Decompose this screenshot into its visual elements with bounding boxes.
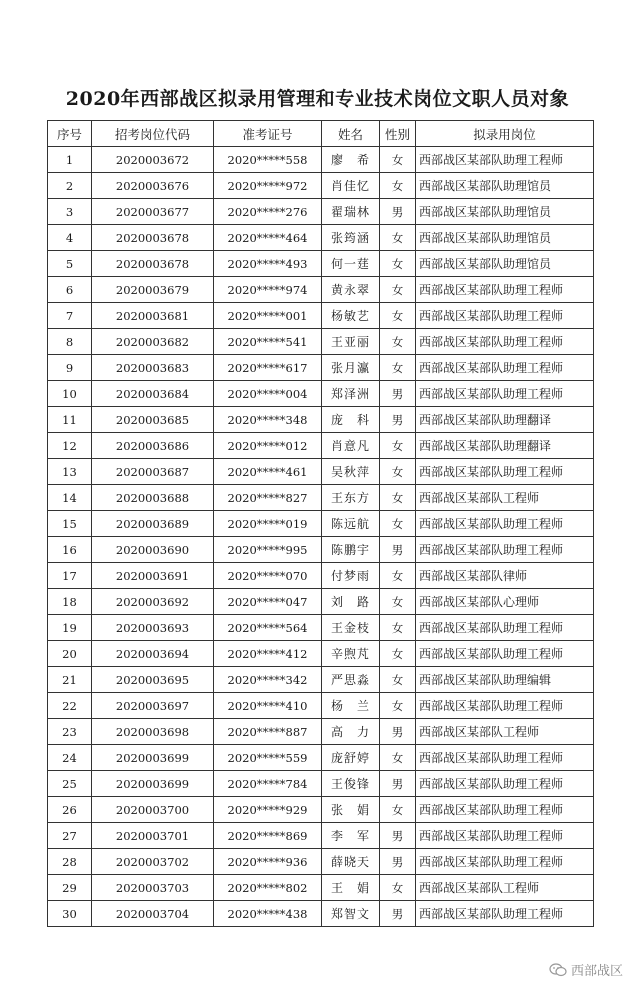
roster-table	[47, 120, 594, 927]
cell-exam-id: 2020*****461	[214, 459, 322, 485]
cell-exam-id: 2020*****558	[214, 147, 322, 173]
cell-gender: 女	[380, 173, 416, 199]
cell-post: 西部战区某部队助理工程师	[416, 823, 594, 849]
cell-index: 3	[48, 199, 92, 225]
cell-exam-id: 2020*****869	[214, 823, 322, 849]
cell-index: 2	[48, 173, 92, 199]
cell-post-code: 2020003681	[92, 303, 214, 329]
cell-post: 西部战区某部队工程师	[416, 485, 594, 511]
cell-post: 西部战区某部队助理工程师	[416, 459, 594, 485]
wechat-icon	[549, 963, 567, 977]
cell-exam-id: 2020*****936	[214, 849, 322, 875]
cell-post: 西部战区某部队助理工程师	[416, 329, 594, 355]
table-row	[48, 823, 594, 849]
cell-gender: 男	[380, 771, 416, 797]
cell-post-code: 2020003694	[92, 641, 214, 667]
cell-name: 郑智文	[322, 901, 380, 927]
cell-index: 19	[48, 615, 92, 641]
cell-exam-id: 2020*****019	[214, 511, 322, 537]
table-row	[48, 277, 594, 303]
cell-index: 13	[48, 459, 92, 485]
cell-post: 西部战区某部队助理工程师	[416, 771, 594, 797]
cell-name: 王金枝	[322, 615, 380, 641]
cell-index: 11	[48, 407, 92, 433]
cell-post: 西部战区某部队助理馆员	[416, 225, 594, 251]
table-row	[48, 745, 594, 771]
table-row	[48, 875, 594, 901]
cell-exam-id: 2020*****276	[214, 199, 322, 225]
cell-name: 郑泽洲	[322, 381, 380, 407]
table-row	[48, 225, 594, 251]
table-row	[48, 771, 594, 797]
cell-post: 西部战区某部队助理工程师	[416, 303, 594, 329]
cell-post: 西部战区某部队助理工程师	[416, 641, 594, 667]
cell-gender: 女	[380, 355, 416, 381]
cell-gender: 女	[380, 147, 416, 173]
cell-index: 4	[48, 225, 92, 251]
cell-post: 西部战区某部队助理工程师	[416, 277, 594, 303]
cell-index: 23	[48, 719, 92, 745]
cell-exam-id: 2020*****004	[214, 381, 322, 407]
cell-post: 西部战区某部队助理馆员	[416, 199, 594, 225]
cell-post-code: 2020003678	[92, 251, 214, 277]
cell-post-code: 2020003700	[92, 797, 214, 823]
cell-index: 29	[48, 875, 92, 901]
cell-post: 西部战区某部队助理工程师	[416, 147, 594, 173]
cell-index: 27	[48, 823, 92, 849]
cell-post: 西部战区某部队助理工程师	[416, 537, 594, 563]
cell-name: 杨敏艺	[322, 303, 380, 329]
header-name: 姓名	[322, 121, 380, 147]
cell-index: 28	[48, 849, 92, 875]
cell-post-code: 2020003701	[92, 823, 214, 849]
cell-post-code: 2020003682	[92, 329, 214, 355]
table-row	[48, 407, 594, 433]
cell-post-code: 2020003699	[92, 745, 214, 771]
cell-exam-id: 2020*****438	[214, 901, 322, 927]
cell-name: 陈鹏宇	[322, 537, 380, 563]
table-row	[48, 849, 594, 875]
cell-name: 辛煦芃	[322, 641, 380, 667]
cell-gender: 男	[380, 719, 416, 745]
cell-exam-id: 2020*****070	[214, 563, 322, 589]
cell-gender: 女	[380, 667, 416, 693]
cell-post-code: 2020003689	[92, 511, 214, 537]
cell-gender: 女	[380, 511, 416, 537]
table-row	[48, 303, 594, 329]
cell-index: 15	[48, 511, 92, 537]
cell-post: 西部战区某部队助理翻译	[416, 433, 594, 459]
cell-post-code: 2020003678	[92, 225, 214, 251]
table-row	[48, 485, 594, 511]
table-row	[48, 797, 594, 823]
cell-post: 西部战区某部队心理师	[416, 589, 594, 615]
cell-name: 刘 路	[322, 589, 380, 615]
cell-gender: 男	[380, 537, 416, 563]
cell-post-code: 2020003697	[92, 693, 214, 719]
cell-post: 西部战区某部队助理馆员	[416, 173, 594, 199]
cell-post-code: 2020003684	[92, 381, 214, 407]
cell-gender: 女	[380, 329, 416, 355]
table-row	[48, 589, 594, 615]
cell-exam-id: 2020*****410	[214, 693, 322, 719]
cell-index: 20	[48, 641, 92, 667]
table-row	[48, 563, 594, 589]
cell-gender: 男	[380, 849, 416, 875]
cell-index: 22	[48, 693, 92, 719]
cell-name: 李 军	[322, 823, 380, 849]
cell-exam-id: 2020*****012	[214, 433, 322, 459]
cell-post: 西部战区某部队助理工程师	[416, 693, 594, 719]
table-row	[48, 901, 594, 927]
cell-post: 西部战区某部队律师	[416, 563, 594, 589]
cell-index: 5	[48, 251, 92, 277]
cell-post: 西部战区某部队助理工程师	[416, 511, 594, 537]
cell-post-code: 2020003698	[92, 719, 214, 745]
table-row	[48, 251, 594, 277]
cell-gender: 女	[380, 589, 416, 615]
cell-post-code: 2020003685	[92, 407, 214, 433]
cell-exam-id: 2020*****559	[214, 745, 322, 771]
cell-gender: 女	[380, 745, 416, 771]
cell-name: 何一莛	[322, 251, 380, 277]
cell-exam-id: 2020*****827	[214, 485, 322, 511]
header-post-code: 招考岗位代码	[92, 121, 214, 147]
cell-post-code: 2020003704	[92, 901, 214, 927]
cell-name: 王 娟	[322, 875, 380, 901]
header-gender: 性别	[380, 121, 416, 147]
table-row	[48, 381, 594, 407]
table-row	[48, 147, 594, 173]
header-index: 序号	[48, 121, 92, 147]
cell-name: 严思淼	[322, 667, 380, 693]
cell-post-code: 2020003677	[92, 199, 214, 225]
cell-post-code: 2020003687	[92, 459, 214, 485]
cell-name: 高 力	[322, 719, 380, 745]
cell-index: 8	[48, 329, 92, 355]
cell-exam-id: 2020*****974	[214, 277, 322, 303]
cell-gender: 女	[380, 225, 416, 251]
cell-index: 24	[48, 745, 92, 771]
cell-post: 西部战区某部队助理工程师	[416, 615, 594, 641]
watermark	[549, 960, 623, 979]
cell-gender: 女	[380, 875, 416, 901]
cell-post: 西部战区某部队助理工程师	[416, 901, 594, 927]
cell-name: 薛晓天	[322, 849, 380, 875]
cell-name: 王东方	[322, 485, 380, 511]
cell-name: 庞 科	[322, 407, 380, 433]
cell-post-code: 2020003676	[92, 173, 214, 199]
page-title: 2020年西部战区拟录用管理和专业技术岗位文职人员对象	[65, 88, 570, 110]
cell-gender: 女	[380, 485, 416, 511]
table-row	[48, 329, 594, 355]
cell-name: 吴秋萍	[322, 459, 380, 485]
cell-exam-id: 2020*****342	[214, 667, 322, 693]
cell-exam-id: 2020*****972	[214, 173, 322, 199]
cell-gender: 女	[380, 433, 416, 459]
cell-index: 10	[48, 381, 92, 407]
cell-index: 18	[48, 589, 92, 615]
cell-post-code: 2020003672	[92, 147, 214, 173]
header-exam-id: 准考证号	[214, 121, 322, 147]
cell-exam-id: 2020*****348	[214, 407, 322, 433]
cell-name: 廖 希	[322, 147, 380, 173]
cell-gender: 女	[380, 641, 416, 667]
cell-name: 翟瑞林	[322, 199, 380, 225]
cell-post: 西部战区某部队工程师	[416, 719, 594, 745]
cell-gender: 女	[380, 797, 416, 823]
cell-gender: 女	[380, 277, 416, 303]
cell-index: 12	[48, 433, 92, 459]
cell-exam-id: 2020*****493	[214, 251, 322, 277]
cell-post: 西部战区某部队助理工程师	[416, 797, 594, 823]
cell-name: 陈远航	[322, 511, 380, 537]
cell-gender: 女	[380, 693, 416, 719]
cell-gender: 男	[380, 381, 416, 407]
cell-post: 西部战区某部队助理编辑	[416, 667, 594, 693]
header-post: 拟录用岗位	[416, 121, 594, 147]
table-row	[48, 173, 594, 199]
cell-post: 西部战区某部队工程师	[416, 875, 594, 901]
cell-name: 王俊锋	[322, 771, 380, 797]
cell-exam-id: 2020*****802	[214, 875, 322, 901]
cell-gender: 女	[380, 615, 416, 641]
cell-name: 张 娟	[322, 797, 380, 823]
cell-index: 1	[48, 147, 92, 173]
cell-index: 17	[48, 563, 92, 589]
cell-post-code: 2020003702	[92, 849, 214, 875]
cell-index: 21	[48, 667, 92, 693]
cell-gender: 女	[380, 251, 416, 277]
cell-exam-id: 2020*****001	[214, 303, 322, 329]
cell-exam-id: 2020*****617	[214, 355, 322, 381]
cell-exam-id: 2020*****929	[214, 797, 322, 823]
cell-name: 付梦雨	[322, 563, 380, 589]
cell-gender: 女	[380, 563, 416, 589]
table-row	[48, 511, 594, 537]
cell-name: 王亚丽	[322, 329, 380, 355]
table-row	[48, 433, 594, 459]
cell-post-code: 2020003693	[92, 615, 214, 641]
cell-post-code: 2020003679	[92, 277, 214, 303]
cell-exam-id: 2020*****784	[214, 771, 322, 797]
table-row	[48, 641, 594, 667]
cell-index: 26	[48, 797, 92, 823]
table-row	[48, 693, 594, 719]
cell-post-code: 2020003683	[92, 355, 214, 381]
cell-post-code: 2020003690	[92, 537, 214, 563]
table-row	[48, 355, 594, 381]
cell-post: 西部战区某部队助理馆员	[416, 251, 594, 277]
cell-post: 西部战区某部队助理工程师	[416, 849, 594, 875]
cell-index: 30	[48, 901, 92, 927]
cell-exam-id: 2020*****541	[214, 329, 322, 355]
cell-name: 肖佳忆	[322, 173, 380, 199]
cell-gender: 女	[380, 303, 416, 329]
cell-index: 7	[48, 303, 92, 329]
cell-post-code: 2020003695	[92, 667, 214, 693]
cell-post-code: 2020003699	[92, 771, 214, 797]
cell-gender: 男	[380, 901, 416, 927]
cell-post-code: 2020003692	[92, 589, 214, 615]
cell-name: 庞舒婷	[322, 745, 380, 771]
cell-name: 张月瀛	[322, 355, 380, 381]
header-row	[48, 121, 594, 147]
cell-index: 14	[48, 485, 92, 511]
cell-exam-id: 2020*****887	[214, 719, 322, 745]
cell-post: 西部战区某部队助理工程师	[416, 381, 594, 407]
cell-name: 张筠涵	[322, 225, 380, 251]
cell-gender: 男	[380, 407, 416, 433]
cell-name: 黄永翠	[322, 277, 380, 303]
cell-exam-id: 2020*****047	[214, 589, 322, 615]
cell-gender: 男	[380, 823, 416, 849]
table-row	[48, 459, 594, 485]
cell-index: 9	[48, 355, 92, 381]
cell-name: 杨 兰	[322, 693, 380, 719]
table-row	[48, 615, 594, 641]
cell-post-code: 2020003686	[92, 433, 214, 459]
cell-gender: 女	[380, 459, 416, 485]
table-row	[48, 199, 594, 225]
cell-post-code: 2020003688	[92, 485, 214, 511]
cell-index: 25	[48, 771, 92, 797]
cell-name: 肖意凡	[322, 433, 380, 459]
watermark-text: 西部战区	[570, 964, 623, 979]
cell-post: 西部战区某部队助理翻译	[416, 407, 594, 433]
cell-post: 西部战区某部队助理工程师	[416, 745, 594, 771]
cell-post-code: 2020003691	[92, 563, 214, 589]
cell-exam-id: 2020*****464	[214, 225, 322, 251]
cell-exam-id: 2020*****412	[214, 641, 322, 667]
cell-index: 6	[48, 277, 92, 303]
cell-exam-id: 2020*****995	[214, 537, 322, 563]
cell-post: 西部战区某部队助理工程师	[416, 355, 594, 381]
table-row	[48, 537, 594, 563]
table-row	[48, 719, 594, 745]
cell-gender: 男	[380, 199, 416, 225]
cell-exam-id: 2020*****564	[214, 615, 322, 641]
cell-index: 16	[48, 537, 92, 563]
cell-post-code: 2020003703	[92, 875, 214, 901]
table-row	[48, 667, 594, 693]
